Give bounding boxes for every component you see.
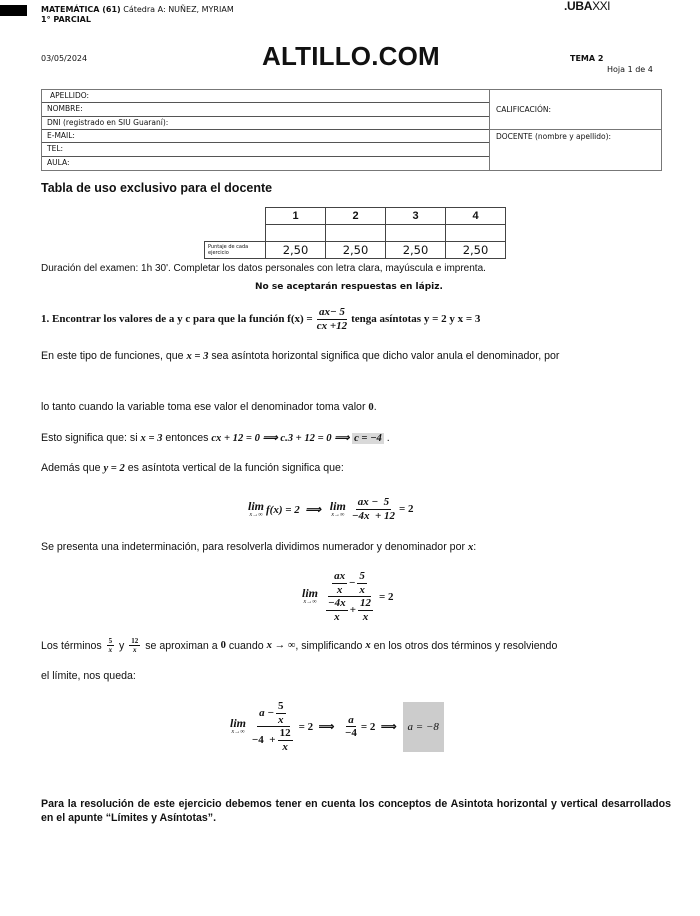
score-table [204,207,506,259]
eq-right: = 2 [378,590,394,603]
math-inline: x = 3 [186,351,209,362]
uba-xxi-logo [564,0,610,13]
field-docente[interactable]: DOCENTE (nombre y apellido): [496,132,612,141]
big-numerator [328,570,371,597]
highlighted-answer-a [403,702,444,752]
text: Los términos [41,639,105,652]
eq2-big-fraction [322,570,377,624]
logo-xxi: XXI [592,0,610,13]
duration-note: Duración del examen: 1h 30'. Completar los datos personales con letra clara, mayúscula e imprenta. [41,263,486,274]
text: es asíntota vertical de la función significa que: [124,462,344,474]
sub-fraction [357,570,367,596]
solution-paragraph-3 [41,461,344,476]
col-1: 1 [266,208,326,225]
math-inline: x [467,542,474,553]
text: . [373,401,377,413]
math-inline: x [365,639,371,651]
personal-data-table [41,89,662,171]
d: −4 [345,727,357,740]
math-inline: 0 [368,402,374,413]
sub-fraction [332,570,347,596]
n: ax [334,570,346,582]
text: lo tanto cuando la variable toma ese valor el denominador toma valor [41,401,369,413]
d: x [362,610,369,623]
operator: + [349,604,356,617]
n: 12 [131,637,139,645]
inline-fraction [129,637,140,654]
field-aula[interactable]: AULA: [47,157,70,167]
sub-fraction [358,597,373,623]
grade-cell-4[interactable] [446,225,506,242]
lim-text: lim [248,498,265,513]
eq-left: f(x) = 2 ⟹ [266,503,324,516]
question-prefix: 1. Encontrar los valores de a y c para que la función f(x) = [41,313,313,326]
grade-cell-3[interactable] [386,225,446,242]
d: x [334,610,340,623]
n: 5 [359,570,365,582]
text: entonces [162,432,212,444]
text: , simplificando [295,639,366,652]
lim-subscript: x→∞ [303,599,317,606]
pencil-note: No se aceptarán respuestas en lápiz. [255,282,443,292]
lim-subscript: x→∞ [331,511,345,518]
solution-paragraph-2 [41,431,390,446]
d: x [336,583,343,596]
fraction-numerator: ax − 5 [357,496,390,508]
answer-text: a = −8 [407,720,439,733]
corner-cell [205,208,266,225]
big-denominator [250,727,297,753]
col-4: 4 [446,208,506,225]
grade-entry-row [205,225,506,242]
question-fraction [315,306,349,332]
eq-right: = 2 [399,503,414,516]
score-1: 2,50 [266,242,326,259]
grade-cell-2[interactable] [326,225,386,242]
score-row-label: Puntaje de cada ejercicio [205,242,266,259]
exam-name: 1° PARCIAL [41,15,91,24]
n: 12 [279,727,291,740]
math-inline: x → ∞ [266,639,296,651]
field-calificacion[interactable]: CALIFICACIÓN: [490,90,662,130]
lim-subscript: x→∞ [249,511,263,518]
text: en los otros dos términos y resolviendo [370,639,558,652]
fraction-numerator: ax− 5 [318,306,345,318]
field-email[interactable]: E-MAIL: [42,130,489,143]
term: a − [259,706,274,719]
score-row [205,242,506,259]
n: 5 [108,637,113,645]
field-nombre[interactable]: NOMBRE: [42,103,489,116]
big-numerator [257,700,289,727]
equation-3 [230,700,444,754]
inline-fraction [107,637,115,654]
d: x [282,740,288,753]
solution-paragraph-4 [41,540,476,555]
text: se aproximan a [142,639,221,652]
score-4: 2,50 [446,242,506,259]
n: 5 [278,700,284,712]
math-inline: x = 3 [140,433,163,444]
question-1 [41,306,480,332]
d: x [278,713,284,726]
limit-operator [230,717,246,736]
highlighted-answer-c: c = −4 [354,433,382,444]
d: x [133,646,137,655]
limit-operator [330,500,346,519]
operator: − [349,576,356,589]
text: Esto significa que: si [41,432,141,444]
score-header-row [205,208,506,225]
personal-fields [42,90,490,170]
teacher-table-heading: Tabla de uso exclusivo para el docente [41,181,273,195]
course-name: MATEMÁTICA (61) [41,5,121,14]
text: : [473,541,477,553]
field-tel[interactable]: TEL: [42,143,489,156]
conclusion-paragraph: Para la resolución de este ejercicio debemos tener en cuenta los conceptos de Asintota horizontal y vertical desarrollados en el apunte “Límites y Asíntotas”. [41,798,671,824]
field-dni[interactable]: DNI (registrado en SIU Guaraní): [42,117,489,130]
course-line [41,5,234,15]
sub-fraction [278,727,293,753]
big-denominator [322,597,377,623]
lim-text: lim [302,586,319,601]
lim-text: lim [230,716,247,731]
logo-uba: .UBA [564,0,593,13]
col-3: 3 [386,208,446,225]
text: sea asíntota horizontal significa que dicho valor anula el denominador, por [208,350,560,362]
equation-1 [248,496,414,522]
text: . [383,432,390,444]
grading-fields [490,90,662,170]
text: cuando [225,639,267,652]
page-indicator: Hoja 1 de 4 [607,65,653,74]
limit-operator [302,587,318,606]
grade-cell-1[interactable] [266,225,326,242]
d: x [108,646,113,655]
lim-text: lim [329,498,346,513]
field-apellido[interactable]: APELLIDO: [42,90,489,103]
solution-paragraph-5b: el límite, nos queda: [41,670,136,682]
text: Se presenta una indeterminación, para resolverla dividimos numerador y denominador por [41,541,468,553]
math-inline: cx + 12 = 0 ⟹ c.3 + 12 = 0 ⟹ [211,433,353,444]
eq3-big-fraction [250,700,297,754]
eq3-small-fraction [343,714,359,740]
tema-label: TEMA 2 [570,54,604,63]
question-suffix: tenga asíntotas y = 2 y x = 3 [351,313,481,326]
math-inline: y = 2 [103,463,125,474]
solution-paragraph-1b [41,400,377,415]
course-chair: Cátedra A: NUÑEZ, MYRIAM [120,5,234,14]
equation-2 [302,570,394,624]
site-title: ALTILLO.COM [262,41,440,71]
term: −4 + [252,734,276,747]
col-2: 2 [326,208,386,225]
eq-mid: = 2 ⟹ [360,721,397,734]
text: En este tipo de funciones, que [41,350,187,362]
solution-paragraph-5 [41,637,557,654]
n: −4x [328,597,346,610]
text: y [116,639,128,652]
fraction-denominator: cx +12 [316,319,348,332]
eq-mid: = 2 ⟹ [298,721,338,734]
sub-fraction [276,700,286,726]
redaction-block [0,5,27,16]
text: Además que [41,462,104,474]
d: x [359,583,365,596]
score-3: 2,50 [386,242,446,259]
limit-operator [248,500,264,519]
fraction-denominator: −4x + 12 [351,509,395,522]
solution-paragraph-1a [41,349,559,364]
score-2: 2,50 [326,242,386,259]
sub-fraction [326,597,348,623]
math-inline: 0 [220,639,226,651]
n: a [348,713,354,726]
lim-subscript: x→∞ [231,729,245,736]
corner-cell [205,225,266,242]
exam-date: 03/05/2024 [41,54,88,63]
eq1-fraction [350,496,397,522]
n: 12 [359,597,371,610]
